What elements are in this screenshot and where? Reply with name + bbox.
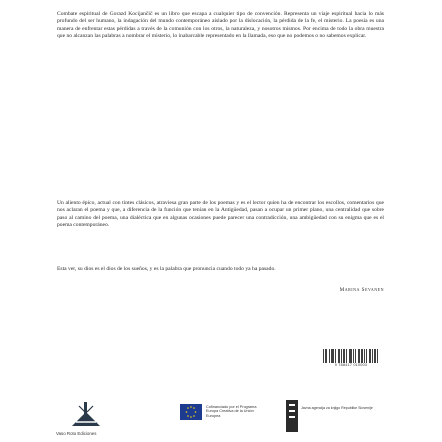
- slovenian-agency-logo: [286, 398, 384, 434]
- publisher-logo: [56, 400, 116, 438]
- creative-europe-logo: [180, 404, 260, 422]
- eu-flag-icon: [180, 404, 202, 420]
- isbn-barcode: [318, 349, 384, 369]
- barcode-digits: 9 788417 010003: [334, 363, 368, 367]
- vaso-roto-icon: [66, 400, 106, 430]
- blurb-text-3: Esta ver, su dios es el dios de los sueños, y es la palabra que pronuncia cuando todo ya ha pasado.: [57, 266, 276, 272]
- blurb-text-1: Combate espiritual de Gorazd Kocijančič es un libro que escapa a cualquier tipo de convención. Representa un viaje espiritual hacia lo más profundo del ser humano, la indagación del mundo contemporáneo aislado por la dislocación, la pérdida de la fe, el misterio. La poesía es una manera de enfrentar estas pérdidas a través de la comunión con los otros, la naturaleza, y nosotros mismos. Por encima de todo la obra muestra que no alcanzan las palabras a nombrar el misterio, lo inabarcable representado en la llamada, eso que no podemos o no sabemos explicar.: [57, 11, 384, 39]
- barcode-icon: [323, 349, 379, 363]
- logo-strip: [56, 398, 386, 438]
- blurb-paragraph-1: [57, 11, 384, 40]
- publisher-name: Vaso Roto Ediciones: [56, 431, 97, 436]
- blurb-paragraph-3: [57, 266, 384, 273]
- agency-icon: [286, 398, 298, 432]
- blurb-text-2: Un aliento épico, actual con tintes clásicos, atraviesa gran parte de los poemas y es el lector quien ha de encontrar los escollos, comentarios que nos aclaran el poema y que, a diferencia de la función que tenían en la Antigüedad, pasan a ocupar un primer plano, una centralidad que sobre paso al camino del poema, una dialéctica que en algunas ocasiones puede parecer una contradicción, una ambigüedad con su enigma que es el poema contemporáneo.: [57, 200, 384, 228]
- agency-name: Javna agencija za knjigo Republike Slovenije: [301, 406, 373, 410]
- signature: Marina Sevanen: [339, 287, 384, 293]
- blurb-paragraph-2: [57, 200, 384, 229]
- creative-europe-label: Cofinanciado por el Programa Europa Creativa de la Unión Europea: [206, 405, 257, 418]
